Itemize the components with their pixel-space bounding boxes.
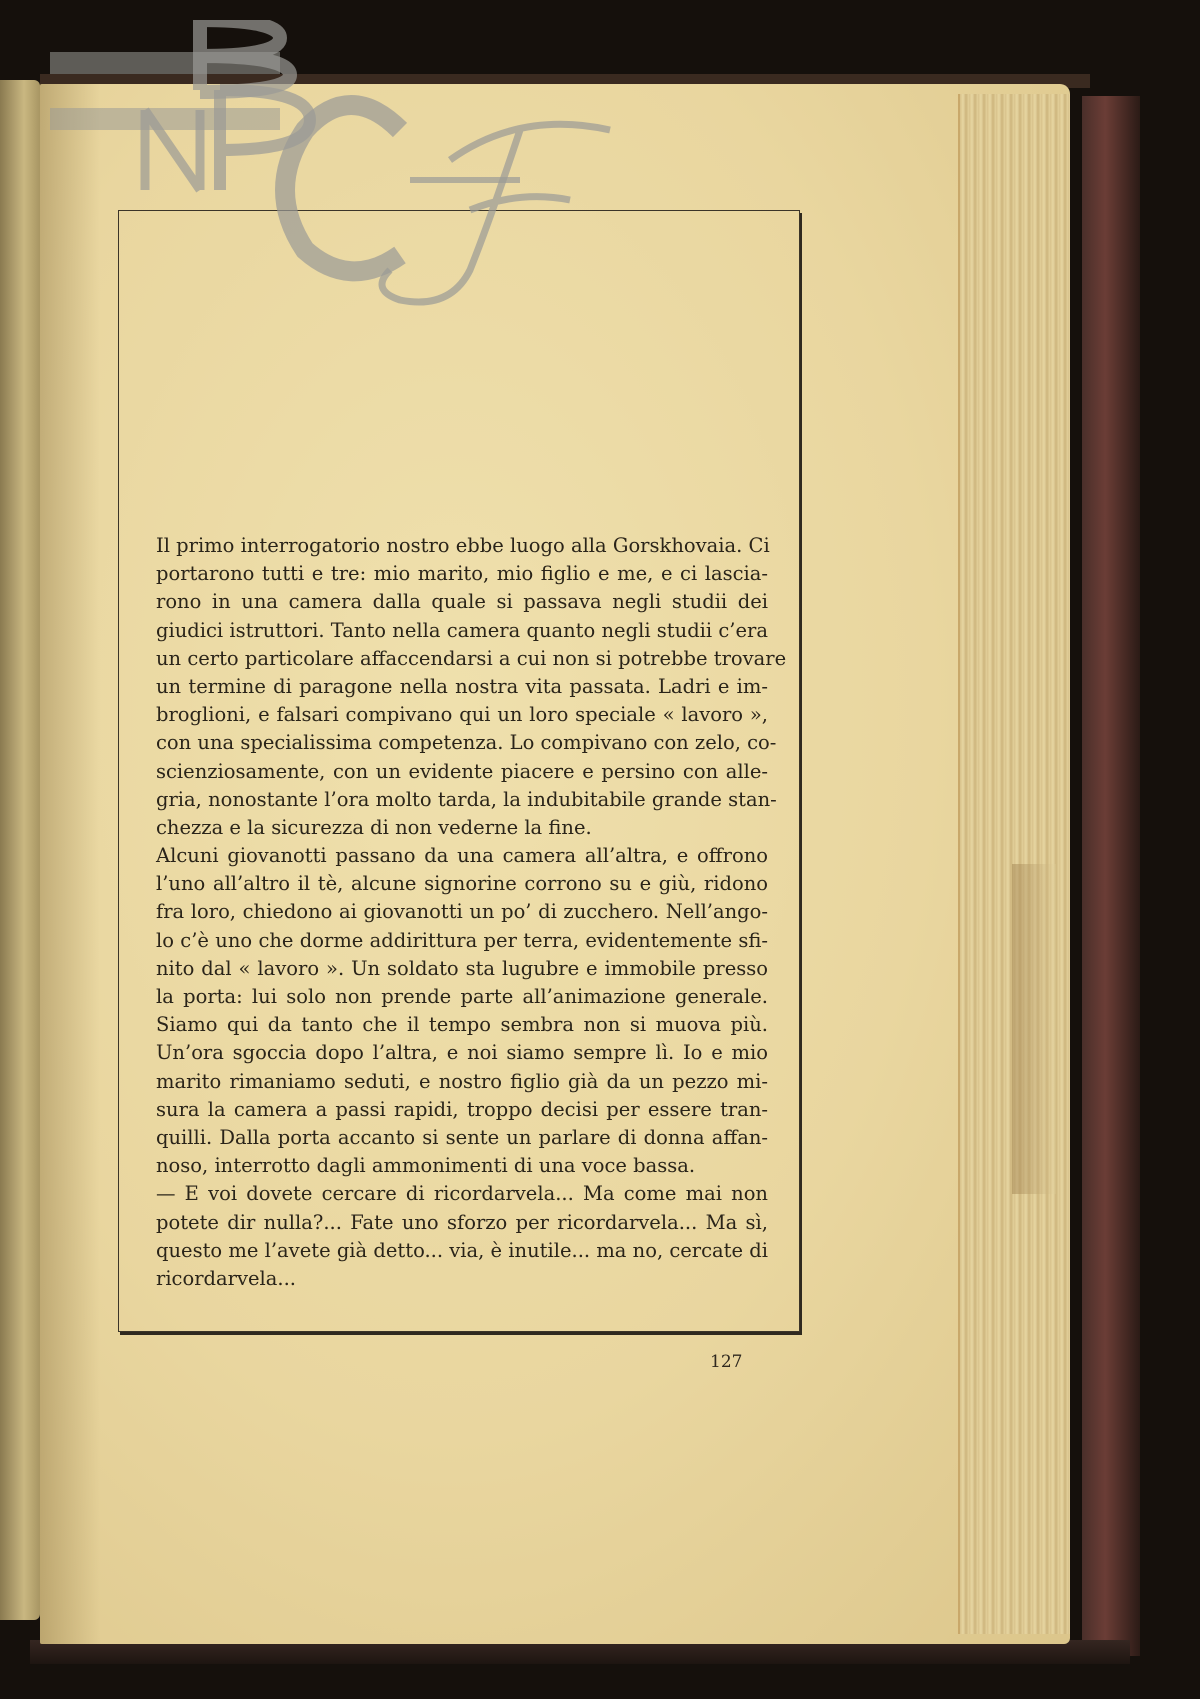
page-stack-edges: [958, 94, 1070, 1634]
text-line: portarono tutti e tre: mio marito, mio figlio e me, e ci lascia-: [156, 562, 768, 586]
text-line: gria, nonostante l’ora molto tarda, la indubitabile grande stan-: [156, 787, 777, 811]
text-line: marito rimaniamo seduti, e nostro figlio già da un pezzo mi-: [156, 1069, 768, 1093]
text-line: Siamo qui da tanto che il tempo sembra non si muova più.: [156, 1013, 768, 1037]
book-cover-right: [1082, 96, 1140, 1656]
text-line: Alcuni giovanotti passano da una camera all’altra, e offrono: [156, 844, 768, 868]
text-line: Il primo interrogatorio nostro ebbe luogo alla Gorskhovaia. Ci: [156, 534, 770, 557]
text-line: fra loro, chiedono ai giovanotti un po’ di zucchero. Nell’ango-: [156, 900, 768, 924]
text-line: — E voi dovete cercare di ricordarvela... Ma come mai non: [156, 1182, 768, 1206]
text-line: noso, interrotto dagli ammonimenti di una voce bassa.: [156, 1154, 696, 1178]
text-line: Un’ora sgoccia dopo l’altra, e noi siamo sempre lì. Io e mio: [156, 1041, 768, 1065]
text-line: lo c’è uno che dorme addirittura per terra, evidentemente sfi-: [156, 928, 768, 952]
page-edge-fold: [1012, 864, 1056, 1194]
text-line: giudici istruttori. Tanto nella camera quanto negli studii c’era: [156, 618, 768, 642]
text-line: quilli. Dalla porta accanto si sente un parlare di donna affan-: [156, 1125, 768, 1149]
text-line: un termine di paragone nella nostra vita passata. Ladri e im-: [156, 674, 768, 698]
text-line: chezza e la sicurezza di non vederne la fine.: [156, 815, 592, 839]
text-line: un certo particolare affaccendarsi a cui non si potrebbe trovare: [156, 646, 787, 670]
text-line: con una specialissima competenza. Lo compivano con zelo, co-: [156, 731, 777, 755]
text-line: l’uno all’altro il tè, alcune signorine corrono su e giù, ridono: [156, 872, 768, 896]
page-number: 127: [710, 1352, 743, 1372]
page-body-text: [156, 532, 787, 1293]
text-line: la porta: lui solo non prende parte all’animazione generale.: [156, 985, 768, 1008]
text-line: rono in una camera dalla quale si passava negli studii dei: [156, 590, 768, 614]
text-line: nito dal « lavoro ». Un soldato sta lugubre e immobile presso: [156, 956, 768, 980]
text-line: questo me l’avete già detto... via, è inutile... ma no, cercate di: [156, 1238, 768, 1262]
text-line: potete dir nulla?... Fate uno sforzo per ricordarvela... Ma sì,: [156, 1210, 768, 1234]
text-line: broglioni, e falsari compivano qui un loro speciale « lavoro »,: [156, 703, 768, 727]
text-line: sura la camera a passi rapidi, troppo decisi per essere tran-: [156, 1097, 768, 1121]
previous-page-edge: [0, 80, 40, 1620]
bncf-watermark-logo: [50, 20, 700, 330]
text-line: scienziosamente, con un evidente piacere e persino con alle-: [156, 759, 768, 783]
text-line: ricordarvela...: [156, 1266, 296, 1290]
